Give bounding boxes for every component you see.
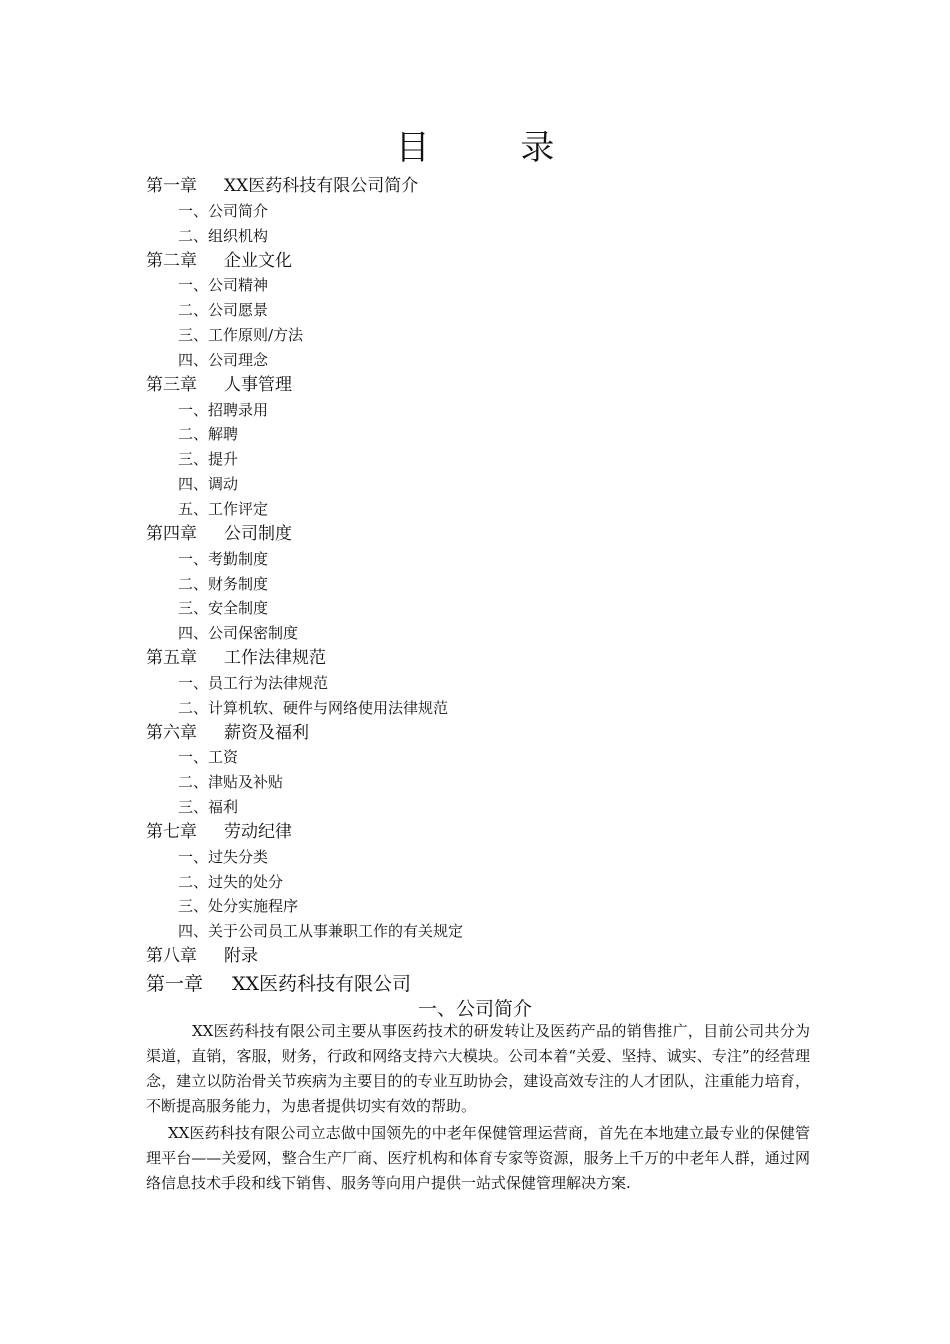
toc-item: 二、过失的处分	[178, 872, 284, 891]
table-of-contents	[146, 174, 826, 969]
toc-item: 二、财务制度	[178, 574, 269, 593]
toc-chapter	[146, 646, 826, 671]
toc-item: 三、提升	[178, 450, 239, 469]
toc-item: 五、工作评定	[178, 499, 269, 518]
toc-item: 四、公司保密制度	[178, 624, 299, 643]
toc-chapter-title: 人事管理	[224, 374, 292, 395]
toc-chapter	[146, 174, 826, 199]
toc-item: 二、津贴及补贴	[178, 773, 284, 792]
toc-chapter	[146, 721, 826, 746]
toc-chapter-title: 企业文化	[224, 250, 292, 271]
toc-chapter-title: 附录	[224, 946, 258, 967]
chapter-title: XX医药科技有限公司	[232, 973, 412, 995]
chapter-heading	[146, 970, 411, 998]
toc-item: 一、公司精神	[178, 276, 269, 295]
toc-chapter-title: 薪资及福利	[224, 722, 309, 743]
toc-item: 四、调动	[178, 475, 239, 494]
toc-chapter	[146, 373, 826, 398]
toc-item: 三、工作原则/方法	[178, 326, 304, 345]
toc-item: 一、工资	[178, 748, 239, 767]
toc-chapter-title: XX医药科技有限公司简介	[224, 176, 419, 196]
toc-chapter	[146, 522, 826, 547]
toc-item: 四、公司理念	[178, 350, 269, 369]
toc-item: 一、员工行为法律规范	[178, 673, 329, 692]
toc-chapter-number: 第八章	[146, 946, 197, 967]
toc-item: 二、解聘	[178, 425, 239, 444]
toc-chapter-number: 第四章	[146, 523, 197, 544]
toc-item: 二、公司愿景	[178, 301, 269, 320]
toc-title: 目 录	[395, 128, 595, 168]
section-heading: 一、公司简介	[417, 998, 532, 1020]
toc-item: 一、考勤制度	[178, 549, 269, 568]
toc-chapter	[146, 944, 826, 969]
toc-chapter	[146, 249, 826, 274]
toc-chapter-title: 公司制度	[224, 523, 292, 544]
body-paragraph-1: XX医药科技有限公司主要从事医药技术的研发转让及医药产品的销售推广，目前公司共分为渠道，直销，客服，财务，行政和网络支持六大模块。公司本着“关爱、坚持、诚实、专注”的经营理念，建立以防治骨关节疾病为主要目的的专业互助协会，建设高效专注的人才团队，注重能力培育，不断提高服务能力，为患者提供切实有效的帮助。	[146, 1022, 810, 1115]
toc-chapter-number: 第一章	[146, 176, 197, 196]
toc-item: 四、关于公司员工从事兼职工作的有关规定	[178, 922, 464, 941]
toc-chapter-number: 第五章	[146, 648, 197, 669]
toc-chapter-number: 第六章	[146, 722, 197, 743]
toc-chapter-number: 第三章	[146, 374, 197, 395]
toc-chapter-number: 第二章	[146, 250, 197, 271]
toc-chapter	[146, 820, 826, 845]
toc-item: 一、公司简介	[178, 201, 269, 220]
toc-item: 一、招聘录用	[178, 400, 269, 419]
toc-chapter-number: 第七章	[146, 821, 197, 842]
toc-item: 二、组织机构	[178, 226, 269, 245]
body-paragraph-2: XX医药科技有限公司立志做中国领先的中老年保健管理运营商，首先在本地建立最专业的保健管理平台——关爱网，整合生产厂商、医疗机构和体育专家等资源，服务上千万的中老年人群，通过网络信息技术手段和线下销售、服务等向用户提供一站式保健管理解决方案.	[146, 1124, 810, 1192]
toc-item: 三、安全制度	[178, 599, 269, 618]
toc-item: 二、计算机软、硬件与网络使用法律规范	[178, 698, 449, 717]
toc-item: 三、福利	[178, 798, 239, 817]
toc-item: 一、过失分类	[178, 847, 269, 866]
toc-chapter-title: 劳动纪律	[224, 821, 292, 842]
toc-item: 三、处分实施程序	[178, 897, 299, 916]
toc-chapter-title: 工作法律规范	[224, 648, 326, 669]
chapter-number: 第一章	[146, 973, 204, 995]
